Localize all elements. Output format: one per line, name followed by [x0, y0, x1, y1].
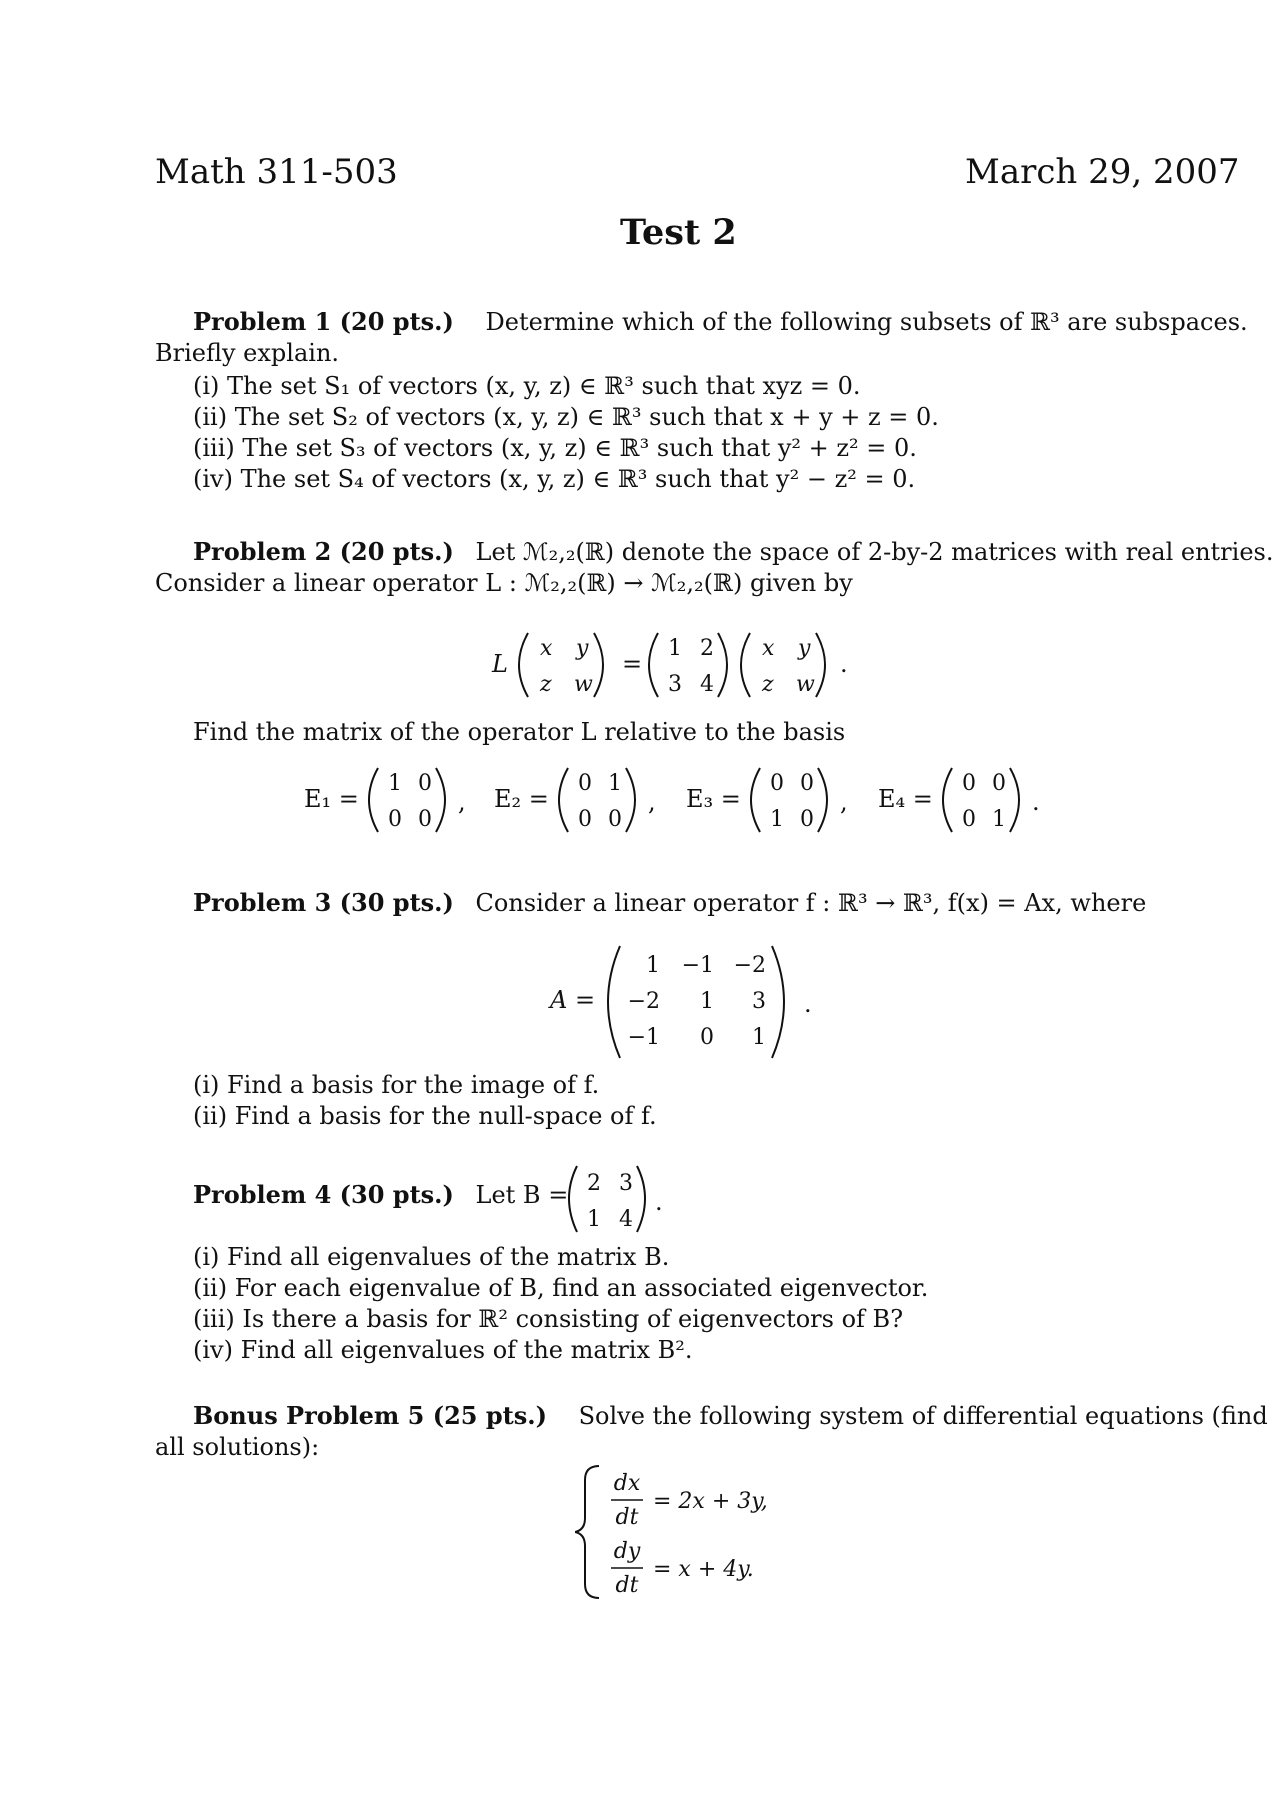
matrix-entry: w	[796, 672, 815, 697]
svg-text:= x + 4y.: = x + 4y.	[653, 1557, 754, 1582]
svg-text:0: 0	[800, 807, 814, 832]
svg-text:.: .	[804, 990, 812, 1018]
operator-equation	[480, 625, 860, 705]
problem-1-item: (iv) The set S₄ of vectors (x, y, z) ∈ ℝ³ such that y² − z² = 0.	[193, 465, 916, 493]
basis-e4	[878, 768, 1040, 832]
svg-text:0: 0	[418, 807, 432, 832]
basis-text: Find the matrix of the operator L relative to the basis	[193, 718, 846, 746]
matrix-entry: z	[762, 672, 774, 697]
problem-3	[193, 887, 1146, 919]
matrix-entry: z	[540, 672, 552, 697]
svg-text:1: 1	[646, 953, 660, 978]
svg-text:= 2x + 3y,: = 2x + 3y,	[653, 1489, 768, 1514]
basis-matrices	[300, 760, 1060, 840]
svg-text:dx: dx	[613, 1471, 641, 1496]
basis-label: E₄ =	[878, 785, 933, 813]
problem-5-intro-cont: all solutions):	[155, 1433, 320, 1461]
problem-3-intro: Consider a linear operator f : ℝ³ → ℝ³, f(x) = Ax, where	[475, 889, 1147, 917]
problem-4-item: (ii) For each eigenvalue of B, find an associated eigenvector.	[193, 1274, 929, 1302]
basis-e1	[304, 768, 466, 832]
problem-3-item: (ii) Find a basis for the null-space of f.	[193, 1102, 657, 1130]
matrix-entry: 3	[668, 672, 682, 697]
operator-symbol: L	[492, 650, 508, 678]
page-title: Test 2	[620, 212, 737, 253]
course-title: Math 311-503	[155, 152, 398, 192]
matrix-entry: y	[798, 636, 811, 661]
problem-1-item: (iii) The set S₃ of vectors (x, y, z) ∈ ℝ³ such that y² + z² = 0.	[193, 434, 917, 462]
svg-text:2: 2	[587, 1171, 601, 1196]
basis-label: E₂ =	[494, 785, 549, 813]
svg-text:.: .	[1032, 788, 1040, 816]
svg-text:dt: dt	[615, 1505, 639, 1530]
svg-text:0: 0	[962, 807, 976, 832]
problem-1-heading: Problem 1 (20 pts.)	[193, 307, 454, 336]
svg-text:0: 0	[770, 771, 784, 796]
basis-e3	[686, 768, 848, 832]
svg-text:0: 0	[962, 771, 976, 796]
matrix-entry: x	[762, 636, 775, 661]
matrix-entry: 4	[700, 672, 714, 697]
svg-text:1: 1	[608, 771, 622, 796]
svg-text:0: 0	[992, 771, 1006, 796]
problem-4-intro: Let B =	[475, 1181, 569, 1209]
test-date: March 29, 2007	[965, 152, 1240, 192]
problem-3-heading: Problem 3 (30 pts.)	[193, 888, 454, 917]
svg-text:0: 0	[578, 807, 592, 832]
equation-dx	[611, 1471, 768, 1530]
svg-text:−2: −2	[733, 953, 766, 978]
problem-1	[155, 306, 1248, 495]
basis-e2	[494, 768, 656, 832]
problem-2	[155, 536, 1273, 599]
matrix-b	[565, 1160, 675, 1240]
matrix-a	[540, 940, 820, 1065]
matrix-entry: w	[574, 672, 593, 697]
svg-text:0: 0	[418, 771, 432, 796]
svg-text:1: 1	[388, 771, 402, 796]
differential-system	[575, 1462, 815, 1602]
svg-text:1: 1	[587, 1207, 601, 1232]
problem-5	[155, 1400, 1268, 1463]
problem-1-intro: Determine which of the following subsets of ℝ³ are subspaces.	[485, 308, 1248, 336]
svg-text:0: 0	[608, 807, 622, 832]
problem-2-intro-cont: Consider a linear operator L : ℳ₂,₂(ℝ) → ℳ₂,₂(ℝ) given by	[155, 569, 853, 597]
problem-3-item: (i) Find a basis for the image of f.	[193, 1071, 600, 1099]
svg-text:−1: −1	[627, 1025, 660, 1050]
problem-4-item: (i) Find all eigenvalues of the matrix B.	[193, 1243, 670, 1271]
basis-label: E₁ =	[304, 785, 359, 813]
svg-text:0: 0	[578, 771, 592, 796]
matrix-a-label: A =	[550, 986, 596, 1014]
svg-text:0: 0	[800, 771, 814, 796]
svg-text:.: .	[840, 650, 848, 678]
problem-4-item: (iii) Is there a basis for ℝ² consisting of eigenvectors of B?	[193, 1305, 904, 1333]
svg-text:−2: −2	[627, 989, 660, 1014]
problem-4-heading: Problem 4 (30 pts.)	[193, 1180, 454, 1209]
problem-5-intro: Solve the following system of differential equations (find	[578, 1402, 1268, 1430]
matrix-entry: y	[576, 636, 589, 661]
matrix-entry: 1	[668, 636, 682, 661]
problem-1-intro-cont: Briefly explain.	[155, 339, 340, 367]
problem-2-heading: Problem 2 (20 pts.)	[193, 537, 454, 566]
equals-sign: =	[622, 650, 643, 678]
svg-text:,: ,	[458, 788, 466, 816]
svg-text:dy: dy	[613, 1539, 641, 1564]
problem-2-intro: Let ℳ₂,₂(ℝ) denote the space of 2-by-2 matrices with real entries.	[475, 538, 1274, 566]
problem-5-heading: Bonus Problem 5 (25 pts.)	[193, 1401, 547, 1430]
equation-dy	[611, 1539, 754, 1598]
svg-text:,: ,	[648, 788, 656, 816]
problem-1-item: (ii) The set S₂ of vectors (x, y, z) ∈ ℝ³ such that x + y + z = 0.	[193, 403, 939, 431]
problem-4-items	[193, 1242, 928, 1366]
problem-3-items	[193, 1070, 657, 1132]
svg-text:.: .	[655, 1188, 663, 1216]
svg-text:3: 3	[752, 989, 766, 1014]
problem-4-item: (iv) Find all eigenvalues of the matrix B².	[193, 1336, 693, 1364]
svg-text:1: 1	[700, 989, 714, 1014]
problem-4	[193, 1179, 568, 1211]
svg-text:,: ,	[840, 788, 848, 816]
matrix-entry: x	[540, 636, 553, 661]
svg-text:−1: −1	[681, 953, 714, 978]
svg-text:0: 0	[700, 1025, 714, 1050]
basis-label: E₃ =	[686, 785, 741, 813]
problem-1-item: (i) The set S₁ of vectors (x, y, z) ∈ ℝ³ such that xyz = 0.	[193, 372, 861, 400]
svg-text:1: 1	[752, 1025, 766, 1050]
svg-text:4: 4	[619, 1207, 633, 1232]
svg-text:3: 3	[619, 1171, 633, 1196]
svg-text:1: 1	[770, 807, 784, 832]
svg-text:1: 1	[992, 807, 1006, 832]
svg-text:0: 0	[388, 807, 402, 832]
svg-text:dt: dt	[615, 1573, 639, 1598]
matrix-entry: 2	[700, 636, 714, 661]
